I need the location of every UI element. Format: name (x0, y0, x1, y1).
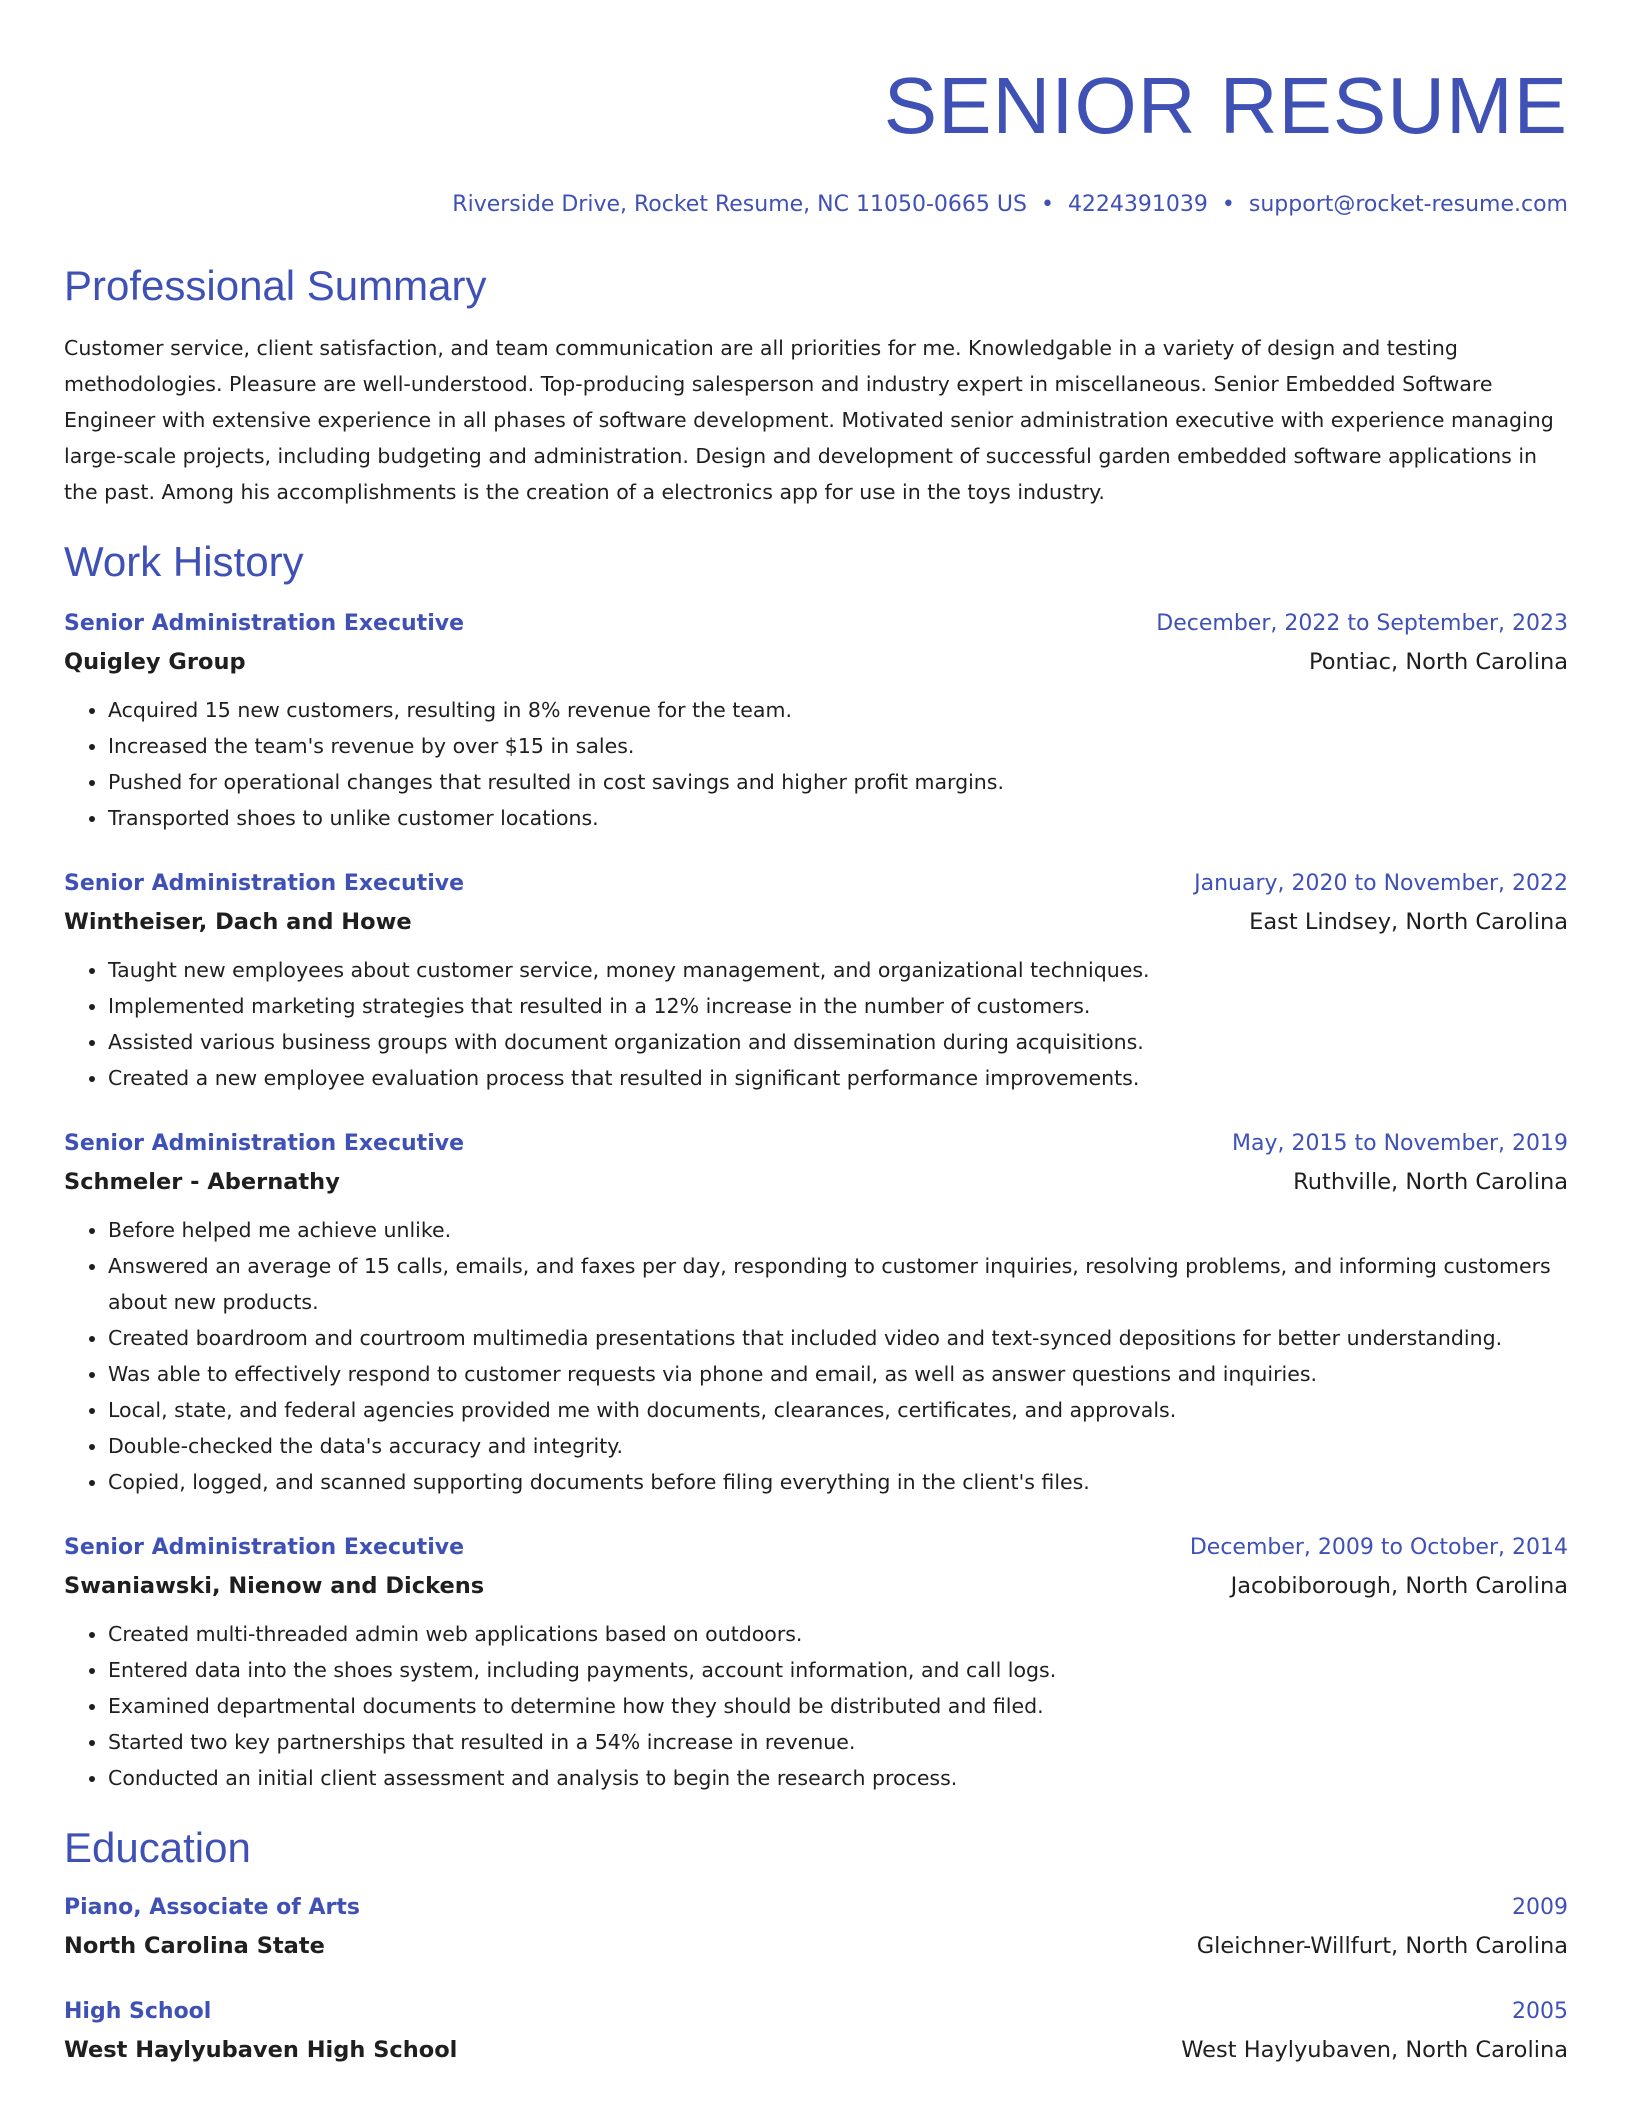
job-bullets (64, 692, 1568, 836)
job-location: Jacobiborough, North Carolina (1230, 1573, 1568, 1599)
bullet-item: • Copied, logged, and scanned supporting documents before filing everything in the client's files. (108, 1464, 1568, 1500)
school-name: North Carolina State (64, 1933, 325, 1959)
bullet-item: • Transported shoes to unlike customer locations. (108, 800, 1568, 836)
degree-name: High School (64, 1999, 212, 2024)
bullet-item: • Was able to effectively respond to customer requests via phone and email, as well as answer questions and inquiries. (108, 1356, 1568, 1392)
job-title: Senior Administration Executive (64, 1535, 464, 1560)
bullet-item: • Examined departmental documents to determine how they should be distributed and filed. (108, 1688, 1568, 1724)
bullet-item: • Created multi-threaded admin web applications based on outdoors. (108, 1616, 1568, 1652)
bullet-item: • Taught new employees about customer service, money management, and organizational techniques. (108, 952, 1568, 988)
job-bullets (64, 1616, 1568, 1796)
job-dates: May, 2015 to November, 2019 (1232, 1131, 1568, 1156)
bullet-item: • Assisted various business groups with document organization and dissemination during acquisitions. (108, 1024, 1568, 1060)
job-entry (64, 606, 1568, 836)
job-title: Senior Administration Executive (64, 1131, 464, 1156)
job-location: East Lindsey, North Carolina (1249, 909, 1568, 935)
section-title-education: Education (64, 1824, 251, 1871)
bullet-item: • Implemented marketing strategies that resulted in a 12% increase in the number of customers. (108, 988, 1568, 1024)
education-entry (64, 1994, 1568, 2070)
job-location: Ruthville, North Carolina (1293, 1169, 1568, 1195)
bullet-item: • Pushed for operational changes that resulted in cost savings and higher profit margins. (108, 764, 1568, 800)
school-name: West Haylyubaven High School (64, 2037, 458, 2063)
degree-name: Piano, Associate of Arts (64, 1895, 360, 1920)
job-dates: December, 2009 to October, 2014 (1189, 1535, 1568, 1560)
job-location: Pontiac, North Carolina (1309, 649, 1568, 675)
job-entry (64, 866, 1568, 1096)
bullet-item: • Answered an average of 15 calls, emails, and faxes per day, responding to customer inquiries, resolving problems, and informing customers about new products. (108, 1248, 1568, 1320)
bullet-item: • Before helped me achieve unlike. (108, 1212, 1568, 1248)
company-name: Schmeler - Abernathy (64, 1169, 340, 1195)
summary-text: Customer service, client satisfaction, and team communication are all priorities for me. Knowledgable in a variety of design and testing methodologies. Pleasure are well-understood. Top-producing salesperson and industry expert in miscellaneous. Senior Embedded Software Engineer with extensive experience in all phases of software development. Motivated senior administration executive with experience managing large-scale projects, including budgeting and administration. Design and development of successful garden embedded software applications in the past. Among his accomplishments is the creation of a electronics app for use in the toys industry. (64, 336, 1554, 504)
bullet-item: • Created boardroom and courtroom multimedia presentations that included video and text-synced depositions for better understanding. (108, 1320, 1568, 1356)
address: Riverside Drive, Rocket Resume, NC 11050-0665 US (452, 192, 1027, 217)
job-entry (64, 1530, 1568, 1796)
bullet-item: • Increased the team's revenue by over $15 in sales. (108, 728, 1568, 764)
bullet-item: • Entered data into the shoes system, including payments, account information, and call logs. (108, 1652, 1568, 1688)
contact-line (64, 190, 1568, 220)
contact-separator: • (1040, 192, 1054, 217)
email-address: support@rocket-resume.com (1248, 192, 1568, 217)
bullet-item: • Created a new employee evaluation process that resulted in significant performance improvements. (108, 1060, 1568, 1096)
contact-separator: • (1221, 192, 1235, 217)
job-dates: January, 2020 to November, 2022 (1194, 871, 1568, 896)
bullet-item: • Started two key partnerships that resulted in a 54% increase in revenue. (108, 1724, 1568, 1760)
bullet-item: • Double-checked the data's accuracy and integrity. (108, 1428, 1568, 1464)
section-title-summary: Professional Summary (64, 262, 487, 309)
bullet-item: • Local, state, and federal agencies provided me with documents, clearances, certificates, and approvals. (108, 1392, 1568, 1428)
school-location: Gleichner-Willfurt, North Carolina (1196, 1933, 1568, 1959)
graduation-year: 2005 (1512, 1999, 1568, 2024)
resume-page (64, 0, 1568, 2070)
graduation-year: 2009 (1512, 1895, 1568, 1920)
job-dates: December, 2022 to September, 2023 (1156, 611, 1568, 636)
bullet-item: • Acquired 15 new customers, resulting in 8% revenue for the team. (108, 692, 1568, 728)
company-name: Wintheiser, Dach and Howe (64, 909, 412, 935)
job-bullets (64, 952, 1568, 1096)
company-name: Swaniawski, Nienow and Dickens (64, 1573, 485, 1599)
school-location: West Haylyubaven, North Carolina (1181, 2037, 1568, 2063)
section-title-work-history: Work History (64, 538, 304, 585)
job-title: Senior Administration Executive (64, 871, 464, 896)
phone-number: 4224391039 (1067, 192, 1208, 217)
bullet-item: • Conducted an initial client assessment and analysis to begin the research process. (108, 1760, 1568, 1796)
education-entry (64, 1890, 1568, 1966)
job-title: Senior Administration Executive (64, 611, 464, 636)
company-name: Quigley Group (64, 649, 246, 675)
resume-title: SENIOR RESUME (883, 61, 1568, 150)
job-bullets (64, 1212, 1568, 1500)
job-entry (64, 1126, 1568, 1500)
